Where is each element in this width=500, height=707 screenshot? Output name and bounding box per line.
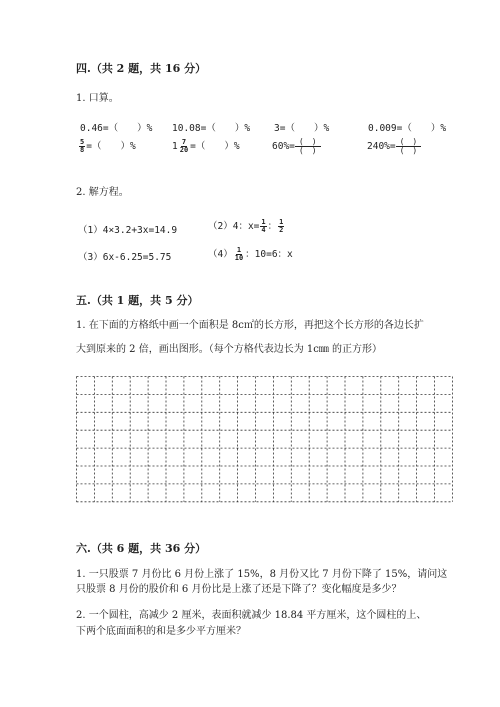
equation-4: （4） $\frac{1}{10}$ ：10=6：x: [208, 246, 293, 262]
section-5-title: 五.（共 1 题，共 5 分）: [76, 294, 199, 307]
oral-calc-7: 60%= ( ) ( ): [272, 138, 321, 155]
section-6-title: 六.（共 6 题，共 36 分）: [76, 542, 207, 555]
section-5-question-line-2: 大到原来的 2 倍，画出图形。（每个方格代表边长为 1c㎜ 的正方形）: [76, 344, 383, 355]
equation-3: （3）6x-6.25=5.75: [78, 252, 172, 263]
equation-2: （2）4：x= $\frac{1}{4}$ ： $\frac{1}{2}$: [208, 218, 284, 234]
oral-calc-3: 3=（ ）%: [274, 123, 330, 134]
oral-calc-2: 10.08=（ ）%: [172, 123, 251, 134]
oral-calc-6: 1 $\frac{7}{20}$ =（ ）%: [172, 138, 240, 154]
section-6-q1-line-1: 1. 一只股票 7 月份比 6 月份上涨了 15%，8 月份又比 7 月份下降了 15%，请问这: [76, 569, 448, 580]
square-grid-paper: [76, 376, 453, 503]
section-4-title: 四.（共 2 题，共 16 分）: [76, 62, 207, 75]
oral-calc-1: 0.46=（ ）%: [80, 123, 153, 134]
oral-calc-4: 0.009=（ ）%: [368, 123, 447, 134]
oral-calc-5: $\frac{5}{8}$ =（ ）%: [80, 138, 136, 154]
blank-fraction: ( ) ( ): [295, 138, 321, 155]
section-6-q2-line-2: 下两个底面面积的和是多少平方厘米？: [76, 626, 246, 637]
section-6-q2-line-1: 2. 一个圆柱，高减少 2 厘米，表面积就减少 18.84 平方厘米，这个圆柱的上、: [76, 610, 427, 621]
section-6-q1-line-2: 只股票 8 月份的股价和 6 月份比是上涨了还是下降了？变化幅度是多少？: [76, 584, 402, 595]
section-5-question-line-1: 1. 在下面的方格纸中画一个面积是 8c㎡的长方形，再把这个长方形的各边长扩: [76, 320, 424, 331]
equation-1: （1）4×3.2+3x=14.9: [78, 225, 178, 236]
fraction: $\frac{5}{8}$: [80, 138, 85, 154]
question-1-label: 1. 口算。: [76, 93, 119, 104]
blank-fraction: ( ) ( ): [396, 138, 422, 155]
question-2-label: 2. 解方程。: [76, 187, 129, 198]
oral-calc-8: 240%= ( ) ( ): [367, 138, 421, 155]
fraction: $\frac{7}{20}$: [179, 138, 189, 154]
